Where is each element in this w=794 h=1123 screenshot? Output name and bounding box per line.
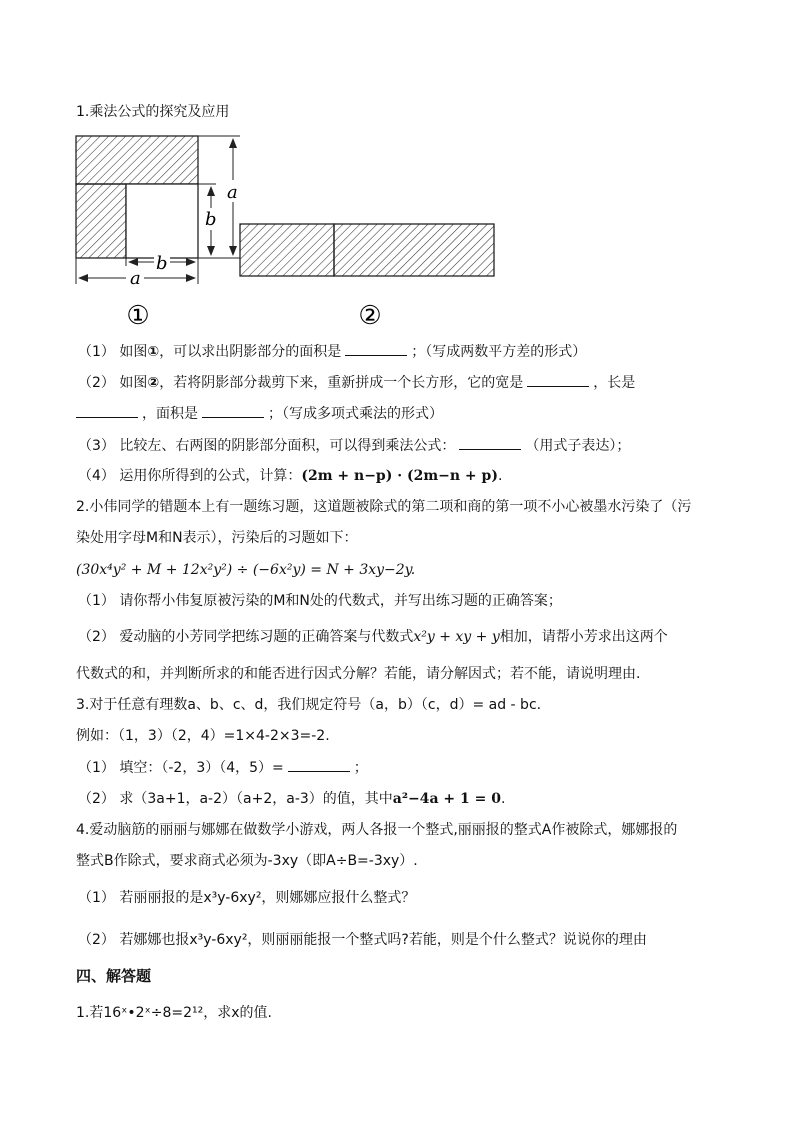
q4-part2: （2） 若娜娜也报x³y-6xy²，则丽丽能报一个整式吗?若能，则是个什么整式？说说你的理由 bbox=[78, 932, 647, 948]
q4-line2: 整式B作除式，要求商式必须为-3xy（即A÷B=-3xy）. bbox=[76, 853, 418, 869]
answer-blank[interactable] bbox=[459, 435, 521, 450]
q4-part1: （1） 若丽丽报的是x³y-6xy²，则娜娜应报什么整式？ bbox=[78, 890, 416, 906]
figure-2-left-shaded bbox=[240, 224, 334, 276]
figure-2 bbox=[240, 224, 494, 331]
q1-part2: （2） 如图②，若将阴影部分裁剪下来，重新拼成一个长方形，它的宽是 ，长是 bbox=[78, 372, 635, 393]
q2-part2: （2） 爱动脑的小芳同学把练习题的正确答案与代数式x²y + xy + y相加，请帮小芳求出这两个 bbox=[78, 629, 668, 645]
q2-part2-cont: 代数式的和，并判断所求的和能否进行因式分解？若能，请分解因式；若不能，请说明理由. bbox=[76, 666, 641, 682]
label-a-horizontal: a bbox=[130, 268, 141, 289]
q3-part1: （1） 填空：（-2，3）（4，5）= ； bbox=[78, 757, 368, 778]
caption-figure-2: ② bbox=[358, 301, 382, 331]
figure-2-right-shaded bbox=[334, 224, 494, 276]
answer-blank[interactable] bbox=[202, 403, 264, 418]
answer-blank[interactable] bbox=[527, 372, 589, 387]
answer-blank[interactable] bbox=[288, 757, 350, 772]
section-heading: 四、解答题 bbox=[76, 967, 152, 985]
q1-part3: （3） 比较左、右两图的阴影部分面积，可以得到乘法公式： （用式子表达）； bbox=[78, 435, 630, 456]
q3-example: 例如：（1，3）（2，4）=1×4-2×3=-2. bbox=[76, 728, 330, 744]
q1-part4: （4） 运用你所得到的公式，计算：(2m + n−p) · (2m−n + p). bbox=[78, 468, 503, 484]
q3-line1: 3.对于任意有理数a、b、c、d，我们规定符号（a，b）（c，d）= ad - bc. bbox=[76, 697, 542, 713]
q4-line1: 4.爱动脑筋的丽丽与娜娜在做数学小游戏，两人各报一个整式,丽丽报的整式A作被除式，娜娜报的 bbox=[76, 822, 678, 838]
q2-expression: (30x⁴y² + M + 12x²y²) ÷ (−6x²y) = N + 3xy−2y. bbox=[76, 562, 416, 578]
q2-part1: （1） 请你帮小伟复原被污染的M和N处的代数式，并写出练习题的正确答案； bbox=[78, 593, 562, 609]
answer-blank[interactable] bbox=[345, 341, 407, 356]
figure-1-top-shaded bbox=[76, 136, 198, 184]
caption-figure-1: ① bbox=[126, 301, 150, 331]
q1-part1: （1） 如图①，可以求出阴影部分的面积是 ；（写成两数平方差的形式） bbox=[78, 341, 586, 362]
label-a-vertical: a bbox=[227, 182, 238, 203]
q1-title: 1.乘法公式的探究及应用 bbox=[76, 104, 230, 120]
figure-1-blank-square bbox=[126, 184, 198, 258]
answer-blank[interactable] bbox=[76, 403, 138, 418]
figure-1 bbox=[76, 136, 242, 331]
q1-part2-cont: ，面积是 ；（写成多项式乘法的形式） bbox=[76, 403, 443, 424]
label-b-vertical: b bbox=[205, 209, 217, 230]
label-b-horizontal: b bbox=[156, 253, 168, 274]
q1-figure bbox=[70, 132, 510, 332]
q3-part2: （2） 求（3a+1，a-2）（a+2，a-3）的值，其中a²−4a + 1 = 0. bbox=[78, 791, 506, 807]
figure-1-left-shaded bbox=[76, 184, 126, 258]
q2-line2: 染处用字母M和N表示），污染后的习题如下： bbox=[76, 530, 358, 546]
q2-line1: 2.小伟同学的错题本上有一题练习题，这道题被除式的第二项和商的第一项不小心被墨水污染了（污 bbox=[76, 499, 692, 515]
section4-q1: 1.若16ˣ•2ˣ÷8=2¹²，求x的值. bbox=[76, 1005, 272, 1021]
